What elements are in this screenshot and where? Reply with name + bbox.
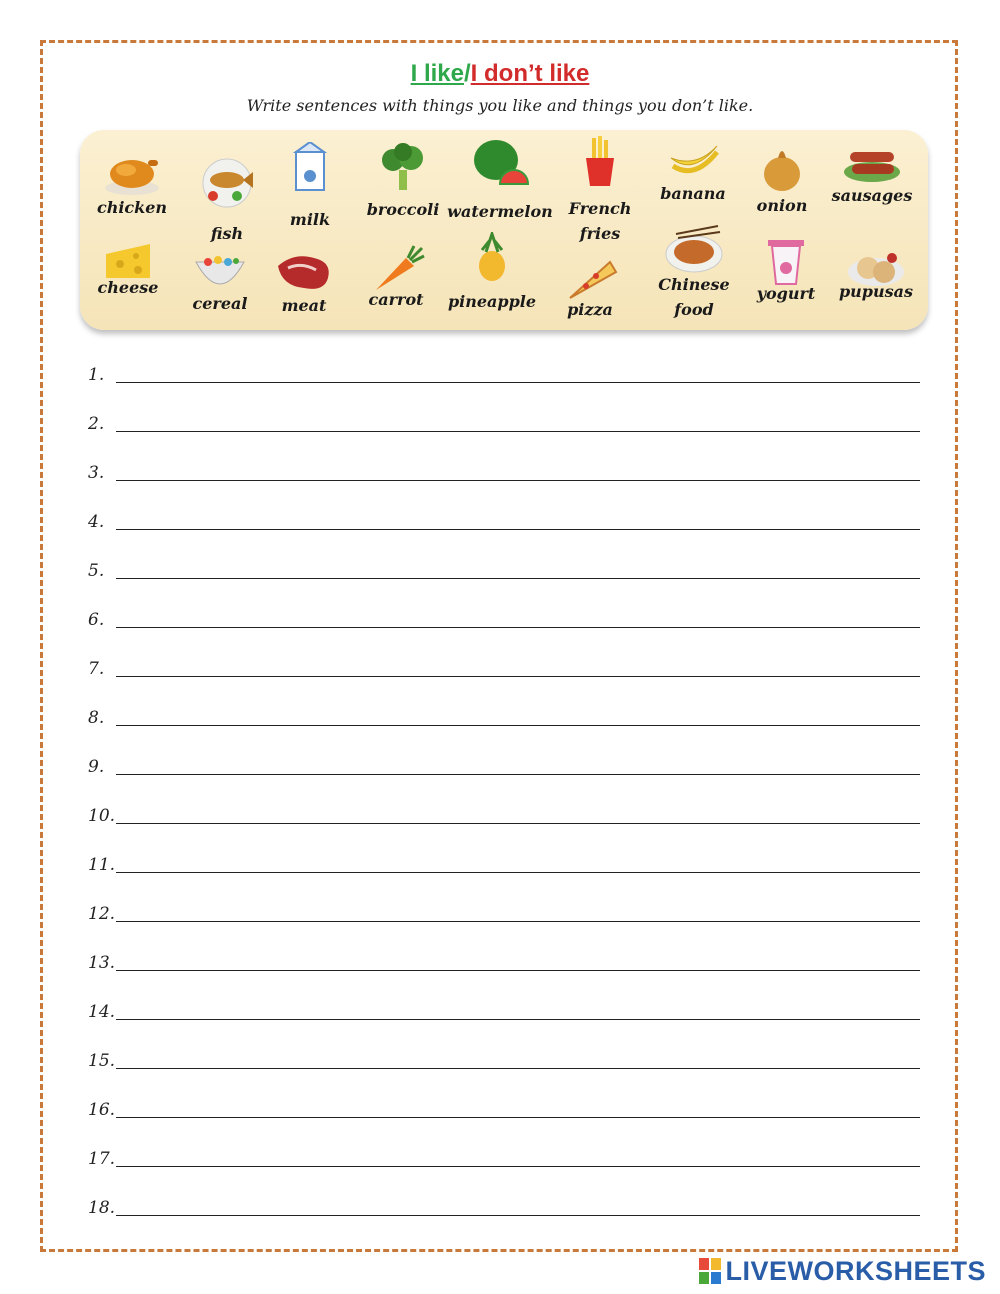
food-label: pupusas (838, 282, 914, 301)
writing-line[interactable] (88, 404, 920, 434)
fish-plate-icon (197, 158, 257, 208)
food-label: cheese (97, 278, 159, 297)
food-label: meat (281, 296, 327, 315)
answer-rule[interactable] (116, 1019, 920, 1020)
yogurt-cup-icon (756, 236, 816, 286)
writing-line[interactable] (88, 355, 920, 385)
line-number: 12. (88, 904, 116, 924)
food-label: onion (756, 196, 808, 215)
line-number: 18. (88, 1198, 116, 1218)
liveworksheets-mark-icon (699, 1258, 721, 1284)
answer-rule[interactable] (116, 823, 920, 824)
writing-line[interactable] (88, 453, 920, 483)
banana-icon (663, 136, 723, 186)
food-label: yogurt (756, 284, 816, 303)
line-number: 14. (88, 1002, 116, 1022)
watermelon-icon (470, 138, 530, 188)
food-item-chicken (82, 148, 182, 228)
cereal-bowl-icon (190, 246, 250, 296)
food-item-watermelon (447, 138, 553, 221)
liveworksheets-logo[interactable] (699, 1254, 986, 1288)
writing-line[interactable] (88, 894, 920, 924)
food-item-broccoli (353, 142, 453, 222)
brand-name: LIVEWORKSHEETS (725, 1255, 986, 1286)
title-slash: / (464, 60, 471, 87)
food-label: cereal (192, 294, 248, 313)
writing-line[interactable] (88, 796, 920, 826)
line-number: 10. (88, 806, 116, 826)
line-number: 8. (88, 708, 105, 728)
food-label: French fries (568, 199, 632, 243)
answer-rule[interactable] (116, 382, 920, 383)
answer-rule[interactable] (116, 1117, 920, 1118)
food-label: watermelon (447, 202, 553, 221)
food-item-sausages (822, 138, 922, 218)
answer-rule[interactable] (116, 921, 920, 922)
writing-line[interactable] (88, 992, 920, 1022)
food-label: broccoli (366, 200, 440, 219)
writing-line[interactable] (88, 747, 920, 777)
food-word-bank (80, 130, 928, 330)
answer-rule[interactable] (116, 480, 920, 481)
french-fries-icon (570, 136, 630, 186)
line-number: 1. (88, 365, 105, 385)
answer-rule[interactable] (116, 431, 920, 432)
writing-line[interactable] (88, 551, 920, 581)
writing-line[interactable] (88, 649, 920, 679)
line-number: 13. (88, 953, 116, 973)
writing-line[interactable] (88, 1090, 920, 1120)
writing-line[interactable] (88, 1139, 920, 1169)
food-item-pizza (540, 258, 640, 338)
title-i-dont-like: I don’t like (470, 60, 590, 87)
food-label: Chinese food (658, 275, 730, 319)
writing-line[interactable] (88, 845, 920, 875)
food-item-pineapple (442, 232, 542, 312)
writing-line[interactable] (88, 600, 920, 630)
writing-line[interactable] (88, 1188, 920, 1218)
answer-rule[interactable] (116, 578, 920, 579)
line-number: 4. (88, 512, 105, 532)
carrot-icon (366, 244, 426, 294)
food-label: chicken (96, 198, 168, 217)
answer-rule[interactable] (116, 1166, 920, 1167)
instructions: Write sentences with things you like and things you don’t like. (246, 96, 754, 115)
steak-icon (274, 248, 334, 298)
answer-rule[interactable] (116, 1068, 920, 1069)
food-label: sausages (831, 186, 913, 205)
line-number: 6. (88, 610, 105, 630)
milk-carton-icon (280, 142, 340, 192)
line-number: 3. (88, 463, 105, 483)
line-number: 5. (88, 561, 105, 581)
title-i-like: I like (410, 60, 464, 87)
writing-line[interactable] (88, 502, 920, 532)
answer-rule[interactable] (116, 529, 920, 530)
answer-rule[interactable] (116, 970, 920, 971)
food-label: banana (660, 184, 726, 203)
food-label: fish (210, 224, 244, 243)
food-item-carrot (346, 244, 446, 324)
food-label: pizza (567, 300, 613, 319)
answer-rule[interactable] (116, 872, 920, 873)
page-title (0, 60, 1000, 88)
food-item-yogurt (736, 236, 836, 316)
line-number: 17. (88, 1149, 116, 1169)
pineapple-icon (462, 232, 522, 282)
line-number: 9. (88, 757, 105, 777)
roast-chicken-icon (102, 148, 162, 198)
answer-rule[interactable] (116, 676, 920, 677)
line-number: 7. (88, 659, 105, 679)
line-number: 11. (88, 855, 116, 875)
food-item-pupusas (826, 242, 926, 322)
answer-rule[interactable] (116, 1215, 920, 1216)
line-number: 16. (88, 1100, 116, 1120)
writing-line[interactable] (88, 698, 920, 728)
answer-rule[interactable] (116, 725, 920, 726)
food-label: milk (289, 210, 331, 229)
food-label: pineapple (447, 292, 537, 311)
answer-rule[interactable] (116, 627, 920, 628)
food-label: carrot (368, 290, 424, 309)
answer-rule[interactable] (116, 774, 920, 775)
line-number: 2. (88, 414, 105, 434)
broccoli-icon (373, 142, 433, 192)
onion-icon (752, 144, 812, 194)
noodles-icon (664, 224, 724, 274)
writing-line[interactable] (88, 1041, 920, 1071)
writing-line[interactable] (88, 943, 920, 973)
line-number: 15. (88, 1051, 116, 1071)
sausages-icon (842, 138, 902, 188)
